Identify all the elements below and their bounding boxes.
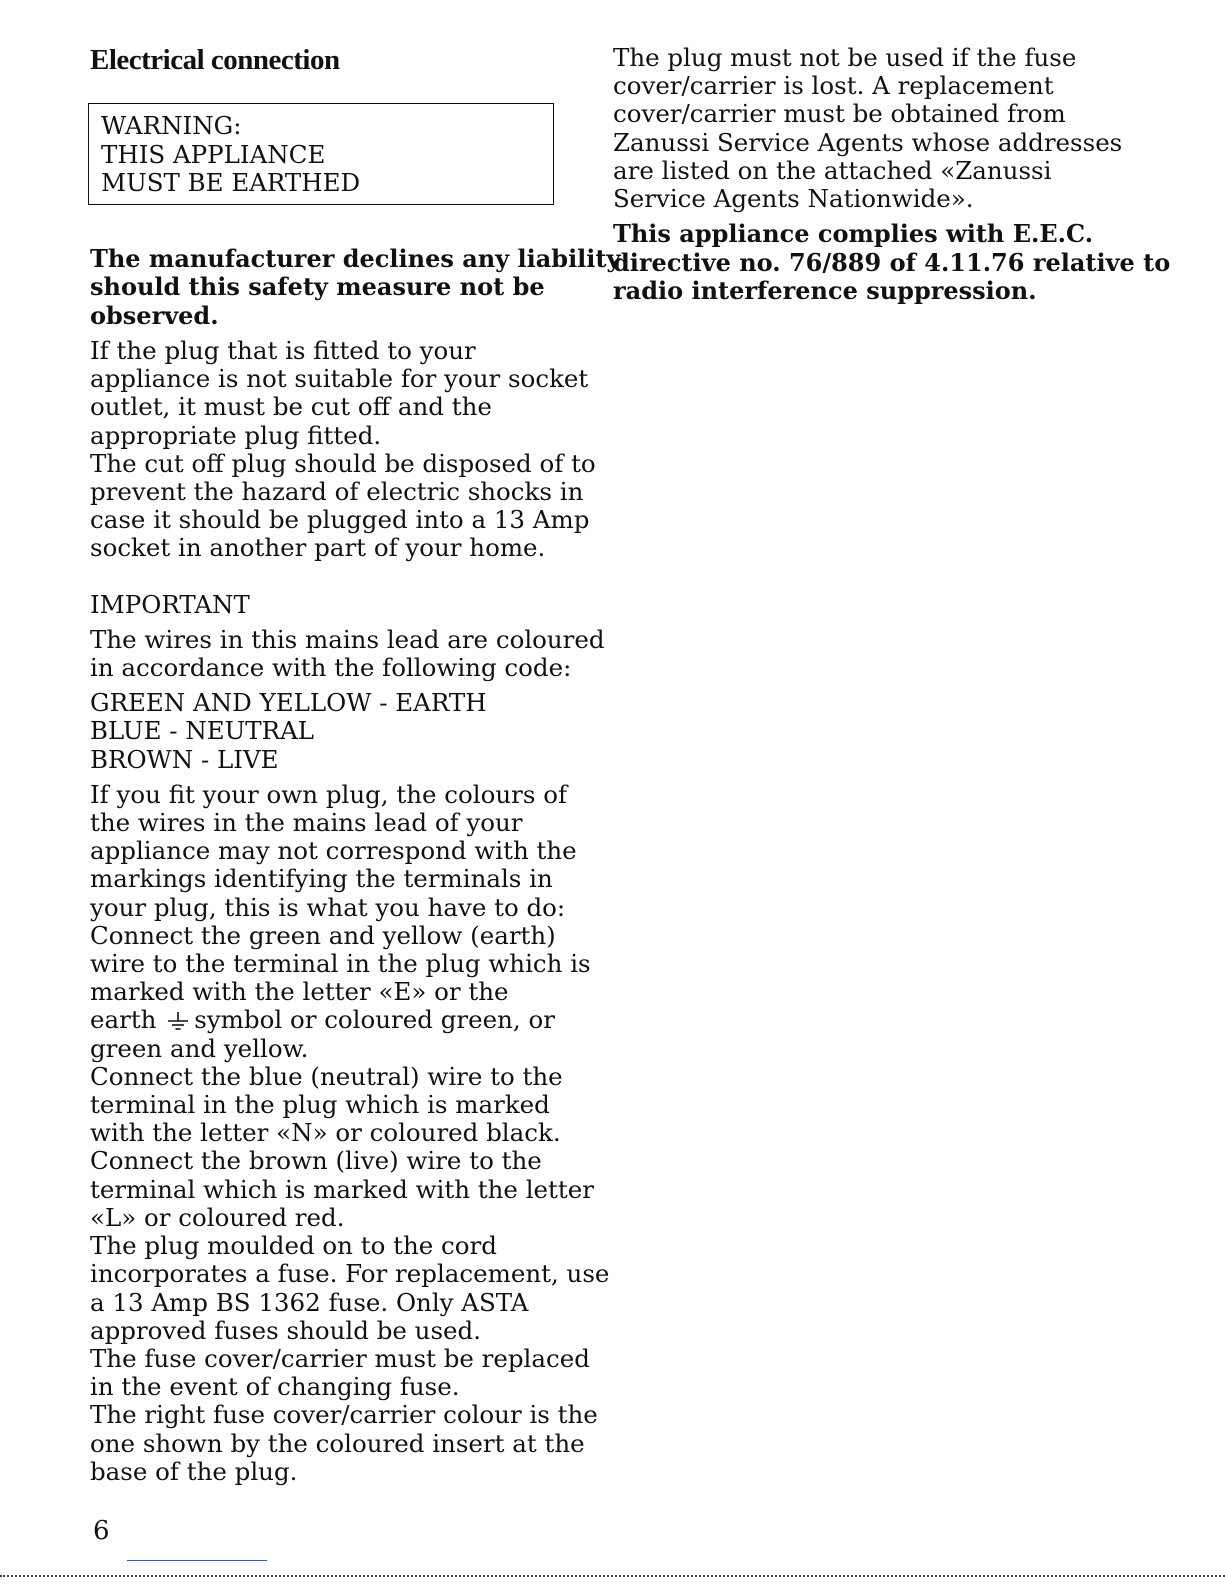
text-line: appropriate plug fitted.	[90, 420, 382, 450]
compliance-line: directive no. 76/889 of 4.11.76 relative to	[613, 247, 1171, 277]
colour-code-live: BROWN - LIVE	[90, 744, 279, 774]
earth-symbol-line	[90, 1006, 580, 1034]
text-line: If the plug that is fitted to your	[90, 336, 476, 365]
text-line: incorporates a fuse. For replacement, use	[90, 1259, 610, 1289]
text-line: Service Agents Nationwide».	[613, 184, 974, 214]
warning-line: THIS APPLIANCE	[101, 139, 326, 169]
text-line: the wires in the mains lead of your	[90, 808, 523, 838]
text-line: green and yellow.	[90, 1033, 309, 1063]
text-line: Connect the brown (live) wire to the	[90, 1146, 542, 1176]
plug-paragraph	[90, 336, 596, 563]
text-fragment: symbol or coloured green, or	[194, 1005, 555, 1035]
eec-compliance-notice	[613, 219, 1171, 306]
warning-line: WARNING:	[101, 111, 242, 140]
text-line: base of the plug.	[90, 1456, 298, 1486]
text-line: «L» or coloured red.	[90, 1202, 345, 1232]
text-line: The wires in this mains lead are coloured	[90, 624, 605, 654]
colour-code-list	[90, 689, 580, 774]
text-line: Connect the green and yellow (earth)	[90, 920, 556, 950]
text-line: The plug must not be used if the fuse	[613, 43, 1077, 72]
text-line: cover/carrier is lost. A replacement	[613, 71, 1054, 101]
fitting-paragraph	[90, 779, 610, 1486]
text-line: terminal in the plug which is marked	[90, 1090, 550, 1120]
page-number: 6	[93, 1516, 110, 1546]
text-line: marked with the letter «E» or the	[90, 977, 509, 1007]
important-heading: IMPORTANT	[90, 589, 250, 619]
compliance-line: This appliance complies with E.E.C.	[613, 219, 1094, 249]
text-line: terminal which is marked with the letter	[90, 1174, 594, 1204]
left-column	[90, 44, 621, 1486]
text-line: are listed on the attached «Zanussi	[613, 155, 1052, 185]
text-line: case it should be plugged into a 13 Amp	[90, 505, 590, 535]
footer-rule	[127, 1560, 267, 1561]
liability-line: observed.	[90, 300, 219, 330]
wires-paragraph	[90, 624, 605, 683]
text-line: socket in another part of your home.	[90, 533, 546, 563]
fuse-cover-paragraph	[613, 43, 1123, 214]
text-line: a 13 Amp BS 1362 fuse. Only ASTA	[90, 1287, 529, 1317]
liability-line: should this safety measure not be	[90, 272, 545, 302]
text-line: in the event of changing fuse.	[90, 1372, 460, 1402]
liability-notice	[90, 243, 621, 330]
text-fragment: earth	[90, 1005, 157, 1035]
earth-ground-icon	[166, 1011, 190, 1031]
text-line: prevent the hazard of electric shocks in	[90, 477, 584, 507]
text-line: in accordance with the following code:	[90, 653, 572, 683]
text-line: If you fit your own plug, the colours of	[90, 779, 568, 809]
colour-code-neutral: BLUE - NEUTRAL	[90, 716, 315, 746]
text-line: The right fuse cover/carrier colour is the	[90, 1400, 598, 1430]
text-line: your plug, this is what you have to do:	[90, 892, 566, 922]
text-line: one shown by the coloured insert at the	[90, 1428, 585, 1458]
compliance-line: radio interference suppression.	[613, 276, 1037, 306]
warning-line: MUST BE EARTHED	[101, 168, 361, 198]
text-line: The plug moulded on to the cord	[90, 1231, 497, 1261]
text-line: markings identifying the terminals in	[90, 864, 553, 894]
text-line: appliance may not correspond with the	[90, 836, 577, 866]
text-line: with the letter «N» or coloured black.	[90, 1118, 561, 1148]
page-title: Electrical connection	[90, 44, 340, 76]
text-line: wire to the terminal in the plug which is	[90, 949, 591, 979]
liability-line: The manufacturer declines any liability	[90, 243, 621, 273]
page-edge-divider	[0, 1575, 1225, 1577]
text-line: appliance is not suitable for your socket	[90, 364, 589, 394]
text-line: cover/carrier must be obtained from	[613, 99, 1066, 129]
text-line: outlet, it must be cut off and the	[90, 392, 492, 422]
right-column	[613, 43, 1171, 306]
text-line: Zanussi Service Agents whose addresses	[613, 127, 1123, 157]
text-line: The cut off plug should be disposed of to	[90, 448, 596, 478]
text-line: The fuse cover/carrier must be replaced	[90, 1343, 590, 1373]
text-line: approved fuses should be used.	[90, 1315, 482, 1345]
colour-code-earth: GREEN AND YELLOW - EARTH	[90, 688, 487, 718]
warning-box	[88, 103, 554, 205]
text-line: Connect the blue (neutral) wire to the	[90, 1061, 563, 1091]
